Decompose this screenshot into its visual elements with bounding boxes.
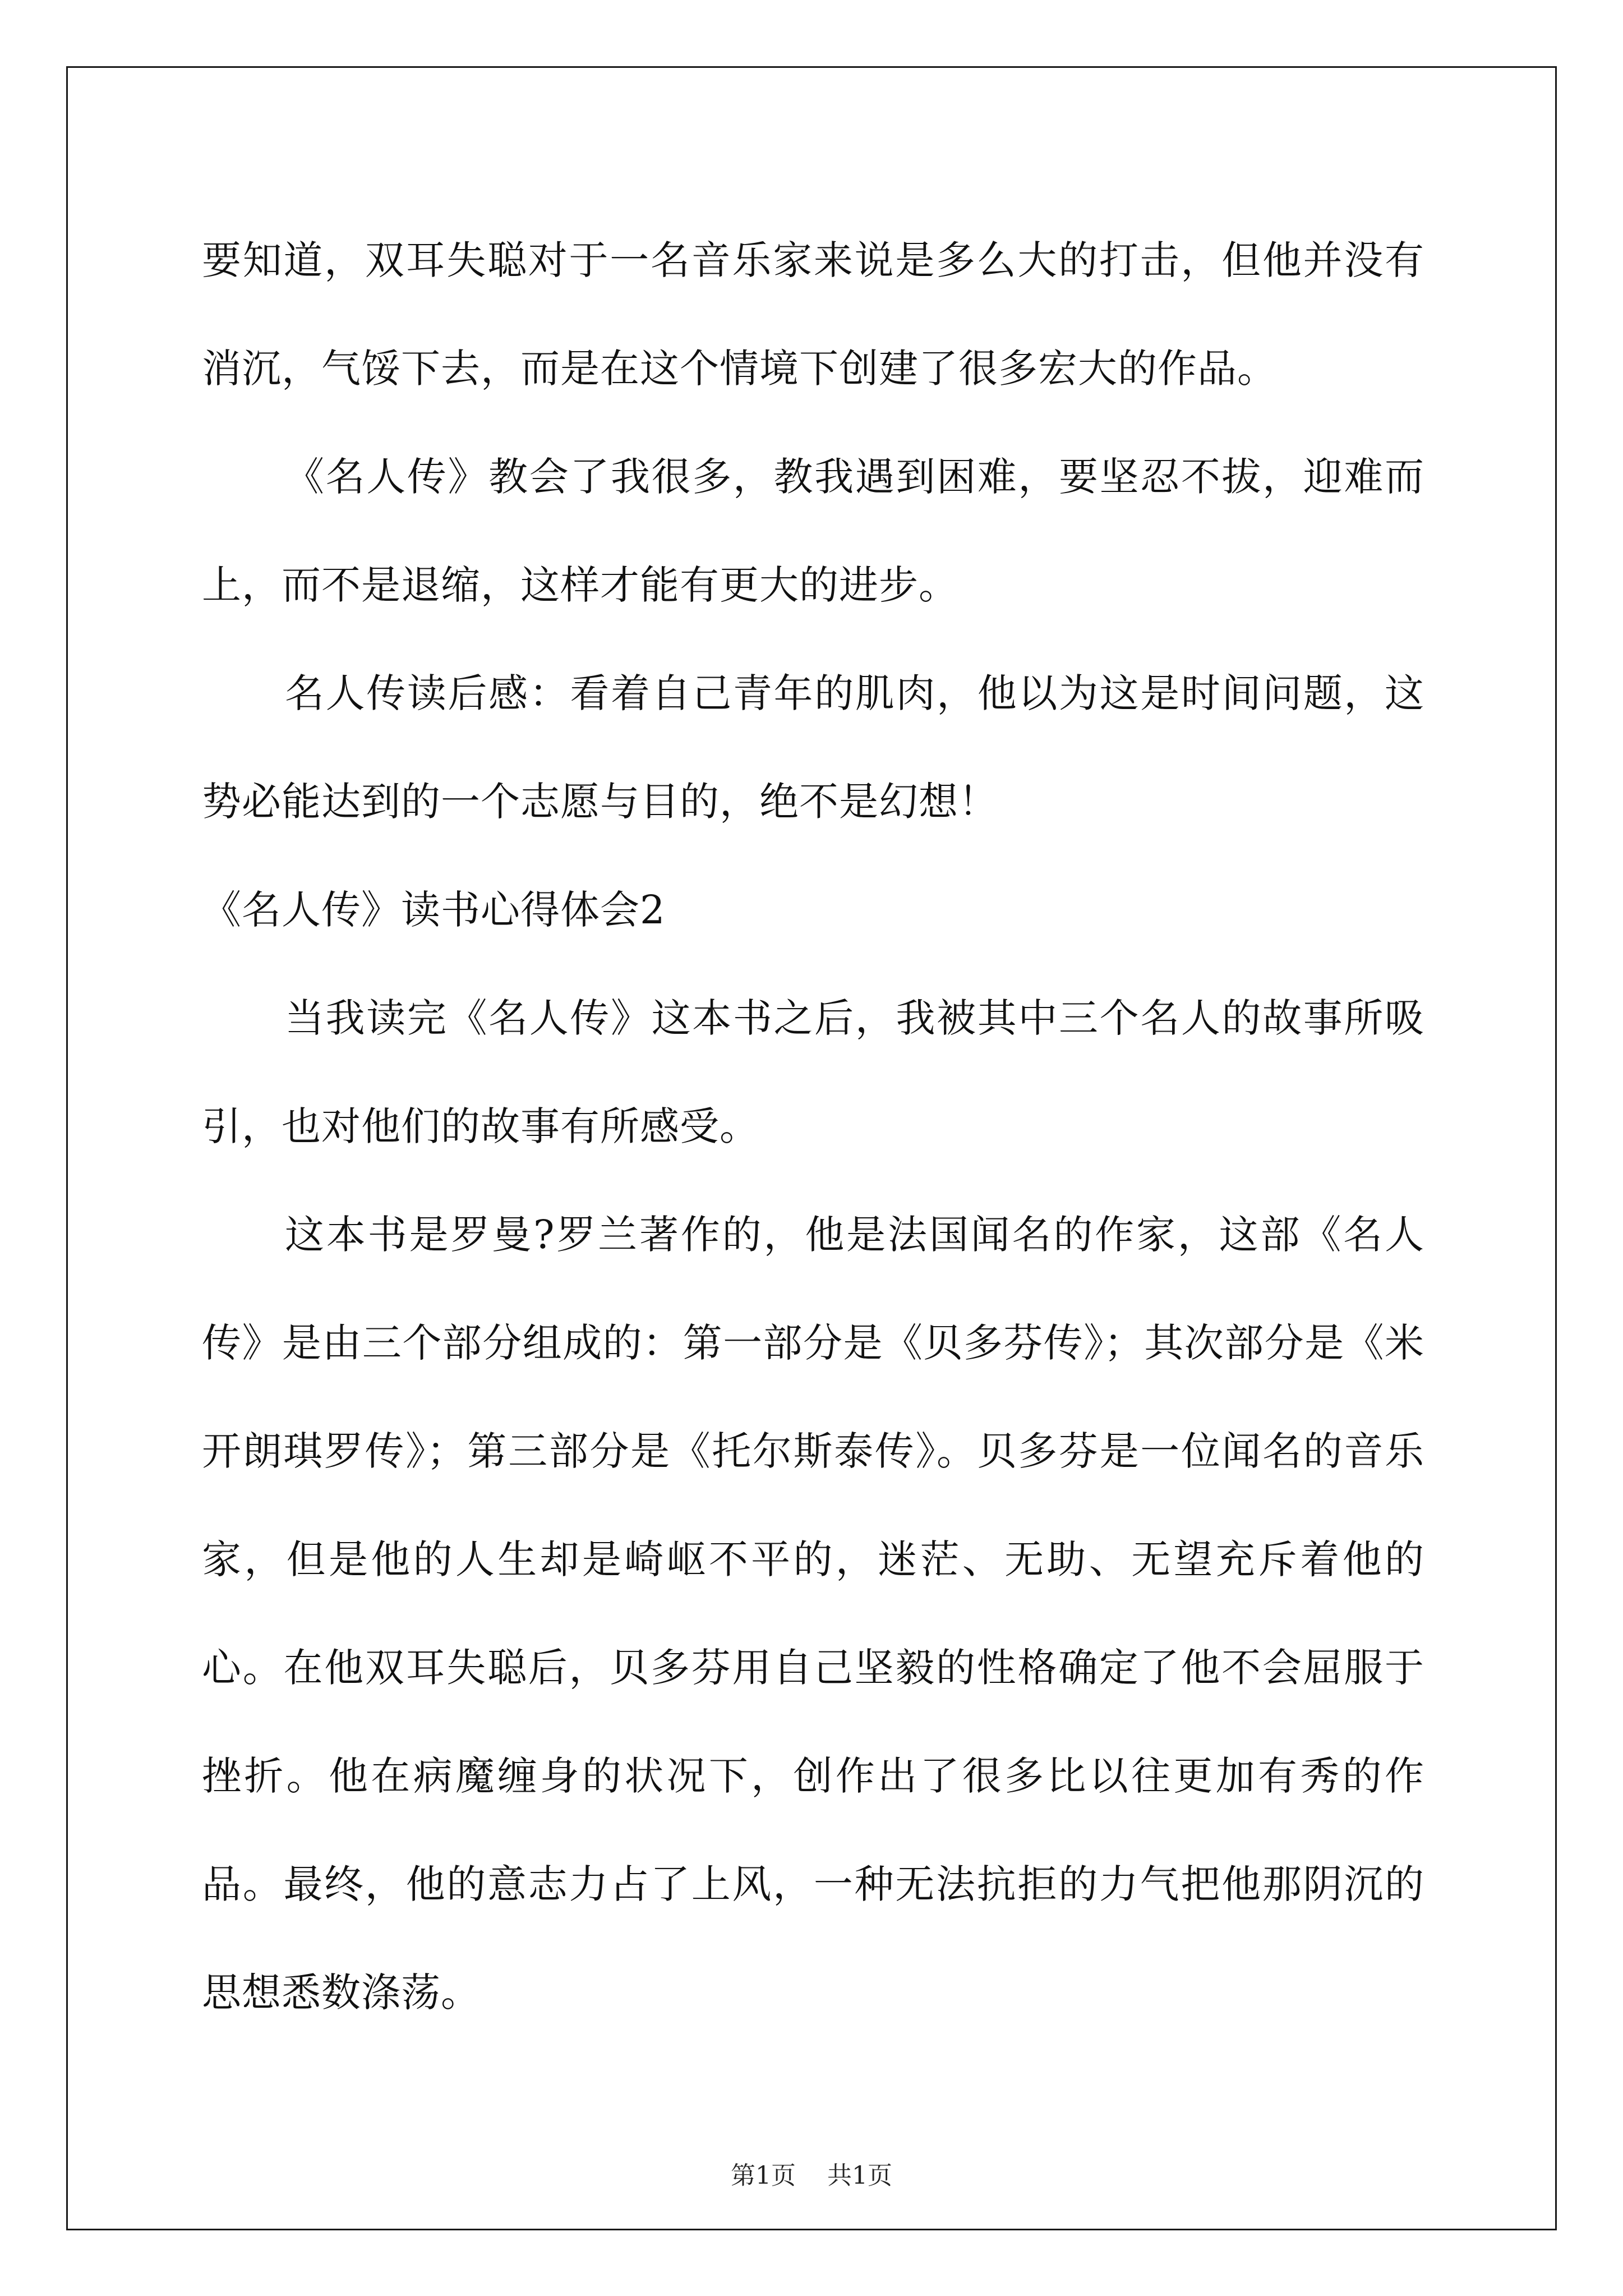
paragraph: 当我读完《名人传》这本书之后，我被其中三个名人的故事所吸引，也对他们的故事有所感受。 xyxy=(202,995,1424,1149)
paragraph: 《名人传》教会了我很多，教我遇到困难，要坚忍不拔，迎难而上，而不是退缩，这样才能有更大的进步。 xyxy=(202,454,1424,608)
paragraph: 这本书是罗曼?罗兰著作的，他是法国闻名的作家，这部《名人传》是由三个部分组成的：第一部分是《贝多芬传》；其次部分是《米开朗琪罗传》；第三部分是《托尔斯泰传》。贝多芬是一位闻名的音乐家，但是他的人生却是崎岖不平的，迷茫、无助、无望充斥着他的心。在他双耳失聪后，贝多芬用自己坚毅的性格确定了他不会屈服于挫折。他在病魔缠身的状况下，创作出了很多比以往更加有秀的作品。最终，他的意志力占了上风，一种无法抗拒的力气把他那阴沉的思想悉数涤荡。 xyxy=(202,1212,1424,2016)
paragraph: 名人传读后感：看着自己青年的肌肉，他以为这是时间问题，这势必能达到的一个志愿与目的，绝不是幻想！ xyxy=(202,670,1424,825)
page-total: 共1页 xyxy=(827,2161,892,2190)
document-body xyxy=(202,206,1424,2047)
section-heading: 《名人传》读书心得体会2 xyxy=(202,887,666,933)
paragraph: 要知道，双耳失聪对于一名音乐家来说是多么大的打击，但他并没有消沉，气馁下去，而是在这个情境下创建了很多宏大的作品。 xyxy=(202,237,1424,392)
page-footer xyxy=(0,2155,1623,2191)
page-number: 第1页 xyxy=(731,2161,796,2190)
